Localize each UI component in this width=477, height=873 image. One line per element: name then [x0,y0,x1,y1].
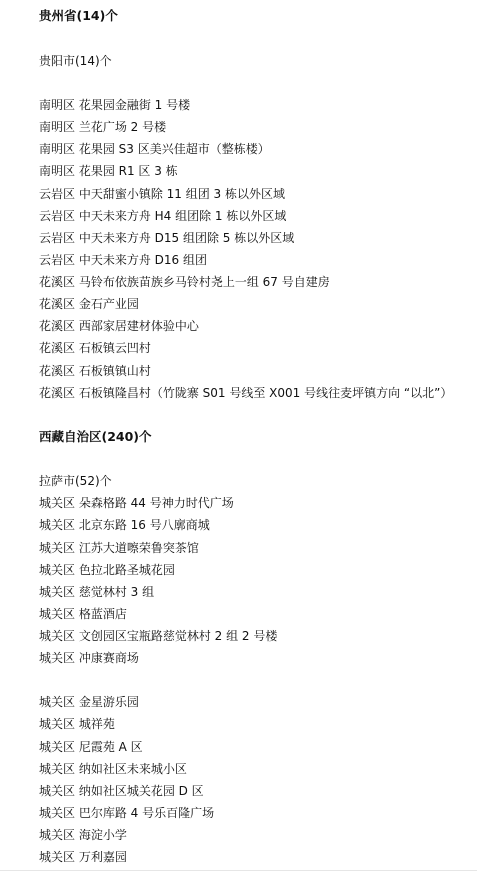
list-item: 云岩区 中天甜蜜小镇除 11 组团 3 栋以外区域 [39,187,285,201]
list-item: 城关区 城祥苑 [39,717,115,731]
list-item: 城关区 文创园区宝瓶路慈觉林村 2 组 2 号楼 [39,629,278,643]
list-item: 城关区 金星游乐园 [39,695,139,709]
list-item: 城关区 尼霞苑 A 区 [39,740,143,754]
province-heading-tibet: 西藏自治区(240)个 [39,429,152,444]
list-item: 城关区 纳如社区城关花园 D 区 [39,784,204,798]
list-item: 花溪区 金石产业园 [39,297,139,311]
province-heading-guizhou: 贵州省(14)个 [39,8,118,23]
city-heading-lhasa: 拉萨市(52)个 [39,474,112,488]
bottom-divider [0,870,477,871]
list-item: 南明区 花果园 R1 区 3 栋 [39,164,178,178]
list-item: 城关区 万利嘉园 [39,850,127,864]
list-item: 南明区 兰花广场 2 号楼 [39,120,167,134]
city-heading-guiyang: 贵阳市(14)个 [39,54,112,68]
list-item: 花溪区 马铃布依族苗族乡马铃村尧上一组 67 号自建房 [39,275,330,289]
list-item: 城关区 慈觉林村 3 组 [39,585,155,599]
list-item: 城关区 色拉北路圣城花园 [39,563,175,577]
list-item: 花溪区 石板镇镇山村 [39,364,151,378]
list-item: 南明区 花果园金融街 1 号楼 [39,98,191,112]
list-item: 城关区 冲康赛商场 [39,651,139,665]
list-item: 城关区 纳如社区未来城小区 [39,762,187,776]
list-item: 花溪区 石板镇云凹村 [39,341,151,355]
list-item: 花溪区 西部家居建材体验中心 [39,319,199,333]
list-item: 城关区 海淀小学 [39,828,127,842]
list-item: 南明区 花果园 S3 区美兴佳超市（整栋楼） [39,142,270,156]
list-item: 云岩区 中天未来方舟 D16 组团 [39,253,207,267]
list-item: 城关区 巴尔库路 4 号乐百隆广场 [39,806,215,820]
list-item: 城关区 北京东路 16 号八廓商城 [39,518,210,532]
list-item: 云岩区 中天未来方舟 D15 组团除 5 栋以外区域 [39,231,295,245]
list-item: 城关区 朵森格路 44 号神力时代广场 [39,496,234,510]
list-item: 云岩区 中天未来方舟 H4 组团除 1 栋以外区域 [39,209,287,223]
list-item: 城关区 江苏大道嚓荣鲁突茶馆 [39,541,199,555]
list-item: 城关区 格蓝酒店 [39,607,127,621]
list-item: 花溪区 石板镇隆昌村（竹陇寨 S01 号线至 X001 号线往麦坪镇方向 “以北”） [39,386,453,400]
